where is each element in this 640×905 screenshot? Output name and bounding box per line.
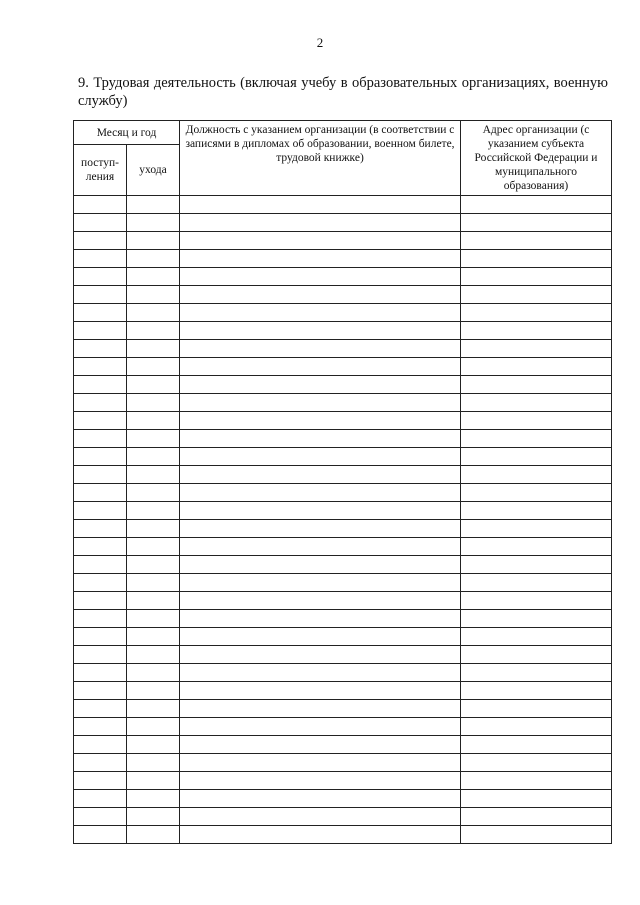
exit-cell[interactable] <box>127 502 180 520</box>
entry-cell[interactable] <box>74 304 127 322</box>
address-cell[interactable] <box>461 556 612 574</box>
address-cell[interactable] <box>461 736 612 754</box>
entry-cell[interactable] <box>74 736 127 754</box>
entry-cell[interactable] <box>74 358 127 376</box>
position-cell[interactable] <box>180 520 461 538</box>
position-cell[interactable] <box>180 322 461 340</box>
table-row <box>74 484 612 502</box>
table-row <box>74 286 612 304</box>
table-row <box>74 736 612 754</box>
entry-cell[interactable] <box>74 592 127 610</box>
exit-cell[interactable] <box>127 754 180 772</box>
table-row <box>74 412 612 430</box>
position-cell[interactable] <box>180 214 461 232</box>
entry-cell[interactable] <box>74 484 127 502</box>
position-cell[interactable] <box>180 610 461 628</box>
address-cell[interactable] <box>461 772 612 790</box>
entry-cell[interactable] <box>74 772 127 790</box>
table-row <box>74 628 612 646</box>
position-cell[interactable] <box>180 286 461 304</box>
address-cell[interactable] <box>461 610 612 628</box>
exit-cell[interactable] <box>127 448 180 466</box>
position-cell[interactable] <box>180 754 461 772</box>
entry-cell[interactable] <box>74 610 127 628</box>
entry-cell[interactable] <box>74 646 127 664</box>
address-cell[interactable] <box>461 826 612 844</box>
address-cell[interactable] <box>461 412 612 430</box>
entry-cell[interactable] <box>74 340 127 358</box>
table-row <box>74 700 612 718</box>
table-row <box>74 196 612 214</box>
table-row <box>74 466 612 484</box>
address-cell[interactable] <box>461 430 612 448</box>
position-cell[interactable] <box>180 700 461 718</box>
position-cell[interactable] <box>180 430 461 448</box>
exit-cell[interactable] <box>127 790 180 808</box>
table-row <box>74 556 612 574</box>
address-cell[interactable] <box>461 538 612 556</box>
entry-cell[interactable] <box>74 232 127 250</box>
position-cell[interactable] <box>180 664 461 682</box>
address-cell[interactable] <box>461 466 612 484</box>
exit-cell[interactable] <box>127 322 180 340</box>
entry-cell[interactable] <box>74 700 127 718</box>
exit-cell[interactable] <box>127 484 180 502</box>
exit-cell[interactable] <box>127 520 180 538</box>
position-cell[interactable] <box>180 196 461 214</box>
address-cell[interactable] <box>461 790 612 808</box>
employment-table <box>73 120 612 844</box>
entry-cell[interactable] <box>74 790 127 808</box>
position-cell[interactable] <box>180 772 461 790</box>
exit-cell[interactable] <box>127 826 180 844</box>
address-cell[interactable] <box>461 232 612 250</box>
entry-cell[interactable] <box>74 466 127 484</box>
entry-cell[interactable] <box>74 376 127 394</box>
position-cell[interactable] <box>180 538 461 556</box>
address-cell[interactable] <box>461 322 612 340</box>
table-body <box>74 196 612 844</box>
table-row <box>74 646 612 664</box>
table-row <box>74 376 612 394</box>
exit-cell[interactable] <box>127 700 180 718</box>
position-cell[interactable] <box>180 592 461 610</box>
entry-cell[interactable] <box>74 322 127 340</box>
entry-cell[interactable] <box>74 394 127 412</box>
address-cell[interactable] <box>461 754 612 772</box>
entry-cell[interactable] <box>74 286 127 304</box>
exit-cell[interactable] <box>127 340 180 358</box>
address-cell[interactable] <box>461 574 612 592</box>
table-row <box>74 322 612 340</box>
exit-cell[interactable] <box>127 538 180 556</box>
table-row <box>74 754 612 772</box>
exit-cell[interactable] <box>127 232 180 250</box>
page-number: 2 <box>316 35 324 50</box>
address-cell[interactable] <box>461 250 612 268</box>
address-cell[interactable] <box>461 394 612 412</box>
entry-cell[interactable] <box>74 268 127 286</box>
address-cell[interactable] <box>461 502 612 520</box>
address-cell[interactable] <box>461 484 612 502</box>
address-header: Адрес организации (с указанием субъекта Российской Федерации и муниципального образования) <box>461 121 612 196</box>
table-row <box>74 826 612 844</box>
entry-cell[interactable] <box>74 448 127 466</box>
address-cell[interactable] <box>461 808 612 826</box>
table-row <box>74 538 612 556</box>
month-year-header: Месяц и год <box>74 121 180 145</box>
exit-cell[interactable] <box>127 610 180 628</box>
entry-cell[interactable] <box>74 502 127 520</box>
position-header: Должность с указанием организации (в соответствии с записями в дипломах об образовании, военном билете, трудовой книжке) <box>180 121 461 196</box>
address-cell[interactable] <box>461 214 612 232</box>
exit-cell[interactable] <box>127 268 180 286</box>
position-cell[interactable] <box>180 448 461 466</box>
exit-cell[interactable] <box>127 718 180 736</box>
entry-cell[interactable] <box>74 808 127 826</box>
exit-cell[interactable] <box>127 214 180 232</box>
address-cell[interactable] <box>461 268 612 286</box>
address-cell[interactable] <box>461 376 612 394</box>
address-cell[interactable] <box>461 628 612 646</box>
address-cell[interactable] <box>461 286 612 304</box>
exit-cell[interactable] <box>127 628 180 646</box>
position-cell[interactable] <box>180 412 461 430</box>
address-cell[interactable] <box>461 304 612 322</box>
exit-cell[interactable] <box>127 376 180 394</box>
exit-cell[interactable] <box>127 286 180 304</box>
table-row <box>74 610 612 628</box>
address-cell[interactable] <box>461 682 612 700</box>
entry-cell[interactable] <box>74 682 127 700</box>
section-heading: 9. Трудовая деятельность (включая учебу в образовательных организациях, военную службу) <box>78 75 608 109</box>
table-row <box>74 340 612 358</box>
exit-cell[interactable] <box>127 304 180 322</box>
address-cell[interactable] <box>461 448 612 466</box>
position-cell[interactable] <box>180 394 461 412</box>
exit-cell[interactable] <box>127 466 180 484</box>
table-row <box>74 808 612 826</box>
position-cell[interactable] <box>180 358 461 376</box>
table-row <box>74 790 612 808</box>
exit-cell[interactable] <box>127 736 180 754</box>
table-row <box>74 448 612 466</box>
address-cell[interactable] <box>461 196 612 214</box>
table-row <box>74 574 612 592</box>
position-cell[interactable] <box>180 718 461 736</box>
position-cell[interactable] <box>180 232 461 250</box>
table-row <box>74 394 612 412</box>
exit-cell[interactable] <box>127 808 180 826</box>
position-cell[interactable] <box>180 268 461 286</box>
position-cell[interactable] <box>180 736 461 754</box>
position-cell[interactable] <box>180 556 461 574</box>
entry-cell[interactable] <box>74 214 127 232</box>
table-row <box>74 304 612 322</box>
position-cell[interactable] <box>180 466 461 484</box>
address-cell[interactable] <box>461 520 612 538</box>
position-cell[interactable] <box>180 628 461 646</box>
entry-header: поступ-ления <box>74 145 127 196</box>
exit-cell[interactable] <box>127 592 180 610</box>
exit-cell[interactable] <box>127 574 180 592</box>
table-row <box>74 232 612 250</box>
address-cell[interactable] <box>461 700 612 718</box>
exit-cell[interactable] <box>127 664 180 682</box>
entry-cell[interactable] <box>74 664 127 682</box>
exit-cell[interactable] <box>127 196 180 214</box>
table-row <box>74 358 612 376</box>
exit-cell[interactable] <box>127 412 180 430</box>
exit-header: ухода <box>127 145 180 196</box>
exit-cell[interactable] <box>127 394 180 412</box>
entry-cell[interactable] <box>74 196 127 214</box>
table-row <box>74 718 612 736</box>
position-cell[interactable] <box>180 250 461 268</box>
entry-cell[interactable] <box>74 718 127 736</box>
position-cell[interactable] <box>180 502 461 520</box>
position-cell[interactable] <box>180 574 461 592</box>
table-row <box>74 430 612 448</box>
position-cell[interactable] <box>180 646 461 664</box>
entry-cell[interactable] <box>74 430 127 448</box>
table-row <box>74 214 612 232</box>
exit-cell[interactable] <box>127 358 180 376</box>
table-row <box>74 520 612 538</box>
table-row <box>74 268 612 286</box>
address-cell[interactable] <box>461 718 612 736</box>
entry-cell[interactable] <box>74 826 127 844</box>
position-cell[interactable] <box>180 304 461 322</box>
table-row <box>74 502 612 520</box>
table-row <box>74 772 612 790</box>
entry-cell[interactable] <box>74 250 127 268</box>
position-cell[interactable] <box>180 826 461 844</box>
exit-cell[interactable] <box>127 430 180 448</box>
table-row <box>74 592 612 610</box>
exit-cell[interactable] <box>127 646 180 664</box>
exit-cell[interactable] <box>127 772 180 790</box>
table-row <box>74 664 612 682</box>
position-cell[interactable] <box>180 682 461 700</box>
entry-cell[interactable] <box>74 556 127 574</box>
exit-cell[interactable] <box>127 682 180 700</box>
exit-cell[interactable] <box>127 250 180 268</box>
table-row <box>74 250 612 268</box>
address-cell[interactable] <box>461 664 612 682</box>
address-cell[interactable] <box>461 646 612 664</box>
address-cell[interactable] <box>461 592 612 610</box>
address-cell[interactable] <box>461 358 612 376</box>
entry-cell[interactable] <box>74 538 127 556</box>
exit-cell[interactable] <box>127 556 180 574</box>
entry-cell[interactable] <box>74 628 127 646</box>
address-cell[interactable] <box>461 340 612 358</box>
position-cell[interactable] <box>180 376 461 394</box>
table-row <box>74 682 612 700</box>
entry-cell[interactable] <box>74 412 127 430</box>
position-cell[interactable] <box>180 340 461 358</box>
position-cell[interactable] <box>180 484 461 502</box>
position-cell[interactable] <box>180 790 461 808</box>
entry-cell[interactable] <box>74 754 127 772</box>
entry-cell[interactable] <box>74 574 127 592</box>
position-cell[interactable] <box>180 808 461 826</box>
entry-cell[interactable] <box>74 520 127 538</box>
